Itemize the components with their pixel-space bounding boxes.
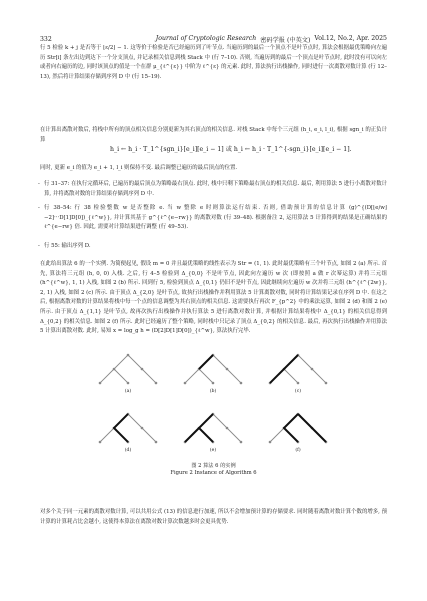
figure-caption-en: Figure 2 Instance of Algorithm 6 <box>170 470 257 476</box>
tree-f <box>269 413 328 444</box>
journal-issue: Vol.12, No.2, Apr. 2025 <box>314 34 387 42</box>
journal-name-cn: 密码学报 (中英文) <box>260 36 311 44</box>
sublabel-f: (f) <box>295 448 301 453</box>
paragraph-4: 在此给出算法 6 的一个实例. 为简便起见, 假设 m = 0 并且最优策略的线性表示为 Str = (1, 1). 此时最优策略有三个叶节点, 如图 2 (a) 所示. 首先, 算法将三元组 (h, 0, 0) 入栈. 之后, 行 4–5 检验到 Δ_{0,0} 不是叶节点, 因此向左遍历 w 次 (即按照 a 做 r 次幂运算) 并将三元组 (h^{ℓ^w}, 1, 1) 入栈, 如图 2 (b) 所示. 回到行 5, 检验到顶点 Δ_{0,1} 仍旧不是叶节点, 因此继续向左遍历 w 次并将三元组 (h^{ℓ^{2w}}, 2, 1) 入栈, 如图 2 (c) 所示. 由于顶点 Δ_{2,0} 是叶节点, 故执行出栈操作并利用算法 5 计算离散对数, 同时将计算结果记录在序列 D 中. 在这之后, 根据离散对数的计算结果将栈中每一个点的信息调整为其右顶点的相关信息. 这需要执行再次 F_{p^2} 中的乘法运算, 如图 2 (d) 和图 2 (e) 所示. 由于顶点 Δ_{1,1} 是叶节点, 故再次执行出栈操作并执行算法 5 进行离散对数计算, 并根据计算结果将栈中 Δ_{0,1} 的相关信息得到 Δ_{0,2} 的相关信息. 如图 2 (f) 所示. 此时已经遍历了整个策略, 同时栈中只记录了顶点 Δ_{0,2} 的相关信息. 最后, 再次执行出栈操作并用算法 5 计算出离散对数. 此时, 易知 x = log_g h = (D[2]D[1]D[0])_{ℓ^w}, 算法执行完毕. <box>40 261 387 335</box>
journal-name: Journal of Cryptologic Research <box>155 34 257 42</box>
paragraph-3: 同时, 更新 e_i 的值为 e_i + 1, l_i 则保持不变. 最后调整已遍历的最后顶点的位置. <box>40 165 238 171</box>
tree-a <box>99 354 158 385</box>
paragraph-5: 对多个关于同一元素的离散对数计算, 可以共用公式 (13) 的信息进行加速, 所以不会增加预计算的存储要求. 同时随着离散对数计算个数的增多, 预计算的计算耗占比会越小, 这使得本算法在离散对数计算次数越多时会更具优势. <box>40 509 387 525</box>
sublabel-a: (a) <box>124 389 132 394</box>
paragraph-2: 在计算出离散对数后, 将栈中所有的顶点相关信息分别更新为其右顶点的相关信息. 对栈 Stack 中每个三元组 (h_i, e_i, l_i), 根据 sgn_i 的正负计算 <box>40 127 387 143</box>
figure-caption-cn: 图 2 算法 6 的实例 <box>191 463 236 469</box>
tree-e <box>184 413 243 444</box>
list-item-1: - 行 31–37: 在执行完循环后, 已遍历的最后顶点为策略最右顶点. 此时, 栈中只剩下策略最右顶点的相关信息. 最后, 利用算法 5 进行小离散对数计算, 并将离散对数的计算结果存储到序列 D 中. <box>38 181 387 197</box>
list-item-3-text: 行 55: 输出序列 D. <box>44 243 91 249</box>
sublabel-d: (d) <box>124 448 132 453</box>
tree-d <box>99 413 158 444</box>
page-number: 332 <box>40 35 52 43</box>
formula-update: h_i ← h_i · T_1^{sgn_i}[e_i][e_i − 1] 或 h_i ← h_i · T_1^{-sgn_i}[e_i][e_i − 1]. <box>110 146 352 153</box>
paragraph-1: 行 5 检验 k + j 是否等于 ⌊ε/2⌋ − 1. 这等价于检验是否已经遍历到了叶节点. 当遍历到的最后一个顶点不是叶节点时, 算法会根据最优策略向左遍历 Str[i] 条左出边到达下一个分支顶点, 并记录相关信息到栈 Stack 中 (行 7–10). 否则, 当遍历到的最后一个顶点是叶节点时, 此时没有可以向左或者向右遍历的边, 同时该顶点的值是一个在群 μ_{ℓ^{ε}} 中阶为 ℓ^{ε} 的元素. 此时, 算法执行出栈操作, 同时进行一次离散对数计算 (行 12–13), 然后将计算结果存储到序列 D 中 (行 15–19). <box>40 45 387 80</box>
sublabel-c: (c) <box>294 389 302 394</box>
sublabel-e: (e) <box>209 448 217 453</box>
list-item-2: - 行 38–54: 行 38 检验整数 w 是否整除 e. 当 w 整除 e 时则算法运行结束. 否则, 借助预计算的信息计算 (g)^{(D[⌊e/w⌋−2]···D[1]D[0])_{ℓ^w}}, 并计算其基于 g^{ℓ^{e−rw}} 的离散对数 (行 39–48). 根据备注 2, 运用算法 5 计算得到的结果是正确结果的 ℓ^{e−rw} 倍. 因此, 需要对计算结果进行调整 (行 49–53). <box>38 205 387 231</box>
list-item-2-text: 行 38–54: 行 38 检验整数 w 是否整除 e. 当 w 整除 e 时则算法运行结束. 否则, 借助预计算的信息计算 (g)^{(D[⌊e/w⌋−2]···D[1]D[0])_{ℓ^w}}, 并计算其基于 g^{ℓ^{e−rw}} 的离散对数 (行 39–48). 根据备注 2, 运用算法 5 计算得到的结果是正确结果的 ℓ^{e−rw} 倍. 因此, 需要对计算结果进行调整 (行 49–53). <box>44 205 387 231</box>
list-item-3: - 行 55: 输出序列 D. <box>38 243 91 249</box>
tree-b <box>184 354 243 385</box>
tree-c <box>269 354 328 385</box>
list-item-1-text: 行 31–37: 在执行完循环后, 已遍历的最后顶点为策略最右顶点. 此时, 栈中只剩下策略最右顶点的相关信息. 最后, 利用算法 5 进行小离散对数计算, 并将离散对数的计算结果存储到序列 D 中. <box>44 181 387 197</box>
sublabel-b: (b) <box>209 389 217 394</box>
